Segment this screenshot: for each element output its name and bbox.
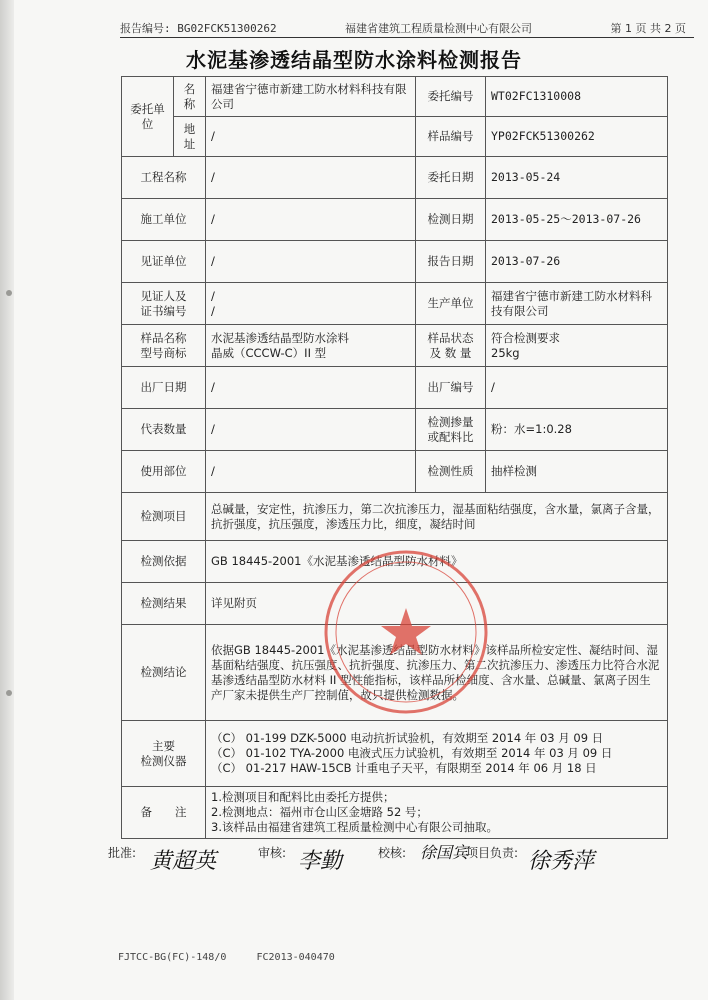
check-label: 校核: (378, 846, 407, 860)
sample-name-line1: 水泥基渗透结晶型防水涂料 (211, 330, 349, 345)
remark-item: 2.检测地点：福州市仓山区金塘路 52 号； (211, 805, 428, 819)
header-organization: 福建省建筑工程质量检测中心有限公司 (345, 22, 532, 35)
remark-item: 1.检测项目和配料比由委托方提供； (211, 790, 395, 804)
witness-value: / (206, 241, 416, 283)
use-label: 使用部位 (122, 451, 206, 493)
page-indicator: 第 1 页 共 2 页 (610, 22, 686, 35)
witness-person-line1: / (211, 288, 215, 303)
factory-no-value: / (486, 367, 668, 409)
instrument-label-line1: 主要 (152, 738, 175, 753)
basis-label: 检测依据 (122, 541, 206, 583)
items-label: 检测项目 (122, 493, 206, 541)
witness-person-label (122, 283, 206, 325)
instrument-item: （C） 01-217 HAW-15CB 计重电子天平，有限期至 2014 年 06 月 18 日 (211, 761, 597, 775)
binding-hole (6, 690, 12, 696)
sample-state-line1: 符合检测要求 (491, 330, 560, 345)
basis-value: GB 18445-2001《水泥基渗透结晶型防水材料》 (206, 541, 668, 583)
sample-no-label: 样品编号 (416, 117, 486, 157)
factory-date-value: / (206, 367, 416, 409)
use-value: / (206, 451, 416, 493)
sample-state-value (486, 325, 668, 367)
page-footer (118, 952, 335, 963)
review-label: 审核: (258, 846, 287, 860)
header-rule (120, 37, 694, 38)
producer-label: 生产单位 (416, 283, 486, 325)
items-value: 总碱量，安定性，抗渗压力，第二次抗渗压力，湿基面粘结强度，含水量，氯离子含量，抗折强度，抗压强度，渗透压力比，细度，凝结时间 (206, 493, 668, 541)
construction-value: / (206, 199, 416, 241)
report-number: 报告编号: BG02FCK51300262 (120, 22, 277, 35)
entrust-date: 2013-05-24 (486, 157, 668, 199)
official-seal-icon (322, 548, 490, 716)
instrument-label (122, 721, 206, 787)
test-date-label: 检测日期 (416, 199, 486, 241)
remark-item: 3.该样品由福建省建筑工程质量检测中心有限公司抽取。 (211, 820, 498, 834)
rep-qty-label: 代表数量 (122, 409, 206, 451)
report-date: 2013-07-26 (486, 241, 668, 283)
project-value: / (206, 157, 416, 199)
sample-quantity: 25kg (491, 345, 520, 360)
sample-model-line: 晶威（CCCW-C）II 型 (211, 345, 327, 360)
producer-value: 福建省宁德市新建工防水材料科技有限公司 (486, 283, 668, 325)
lead-signature: 徐秀萍 (528, 849, 595, 874)
approve-signature: 黄超英 (150, 849, 217, 874)
document-code: FC2013-040470 (256, 952, 335, 963)
conclusion-value: 依据GB 18445-2001《水泥基渗透结晶型防水材料》该样品所检安定性、凝结时间、湿基面粘结强度、抗压强度、抗折强度、抗渗压力、第二次抗渗压力、渗透压力比符合水泥基渗透结晶型防水材料 II 型性能指标，该样品所检细度、含水量、总碱量、氯离子因生产厂家未提供生产厂控制值，故只提供检测数据。 (206, 625, 668, 721)
nature-label: 检测性质 (416, 451, 486, 493)
binding-hole (6, 290, 12, 296)
instrument-item: （C） 01-199 DZK-5000 电动抗折试验机，有效期至 2014 年 03 月 09 日 (211, 731, 604, 745)
factory-date-label: 出厂日期 (122, 367, 206, 409)
instrument-item: （C） 01-102 TYA-2000 电液式压力试验机，有效期至 2014 年 03 月 09 日 (211, 746, 613, 760)
sample-state-label-line1: 样品状态 (427, 330, 474, 345)
witness-label: 见证单位 (122, 241, 206, 283)
test-date: 2013-05-25～2013-07-26 (486, 199, 668, 241)
witness-person-line2: / (211, 303, 215, 318)
sample-state-label (416, 325, 486, 367)
project-label: 工程名称 (122, 157, 206, 199)
client-name: 福建省宁德市新建工防水材料科技有限公司 (206, 77, 416, 117)
sample-no: YP02FCK51300262 (486, 117, 668, 157)
mix-label (416, 409, 486, 451)
review-signature: 李勤 (298, 849, 343, 874)
check-signature: 徐国宾 (420, 843, 469, 862)
lead-label: 项目负责: (466, 846, 519, 860)
entrust-no-label: 委托编号 (416, 77, 486, 117)
entrust-date-label: 委托日期 (416, 157, 486, 199)
sample-name-label (122, 325, 206, 367)
sample-name-label-line2: 型号商标 (140, 345, 187, 360)
rep-qty-value: / (206, 409, 416, 451)
conclusion-label: 检测结论 (122, 625, 206, 721)
address-value: / (206, 117, 416, 157)
sample-state-label-line2: 及 数 量 (429, 345, 472, 360)
mix-value: 粉：水=1:0.28 (486, 409, 668, 451)
signature-row (0, 830, 708, 880)
approve-label: 批准: (108, 846, 137, 860)
factory-no-label: 出厂编号 (416, 367, 486, 409)
report-table (121, 76, 668, 839)
mix-label-line2: 或配料比 (427, 429, 474, 444)
result-label: 检测结果 (122, 583, 206, 625)
page-title: 水泥基渗透结晶型防水涂料检测报告 (186, 48, 522, 72)
report-date-label: 报告日期 (416, 241, 486, 283)
mix-label-line1: 检测掺量 (427, 414, 474, 429)
entrust-no: WT02FC1310008 (486, 77, 668, 117)
sample-name-label-line1: 样品名称 (140, 330, 187, 345)
witness-person-value (206, 283, 416, 325)
name-label: 名称 (174, 77, 206, 117)
remarks-label: 备 注 (122, 787, 206, 839)
result-value: 详见附页 (206, 583, 668, 625)
page-header (120, 20, 694, 36)
client-label: 委托单位 (122, 77, 174, 157)
witness-person-label-line1: 见证人及 (140, 288, 187, 303)
nature-value: 抽样检测 (486, 451, 668, 493)
form-number: FJTCC-BG(FC)-148/0 (118, 952, 227, 963)
sample-name-value (206, 325, 416, 367)
address-label: 地址 (174, 117, 206, 157)
instrument-label-line2: 检测仪器 (140, 753, 187, 768)
witness-person-label-line2: 证书编号 (140, 303, 187, 318)
construction-label: 施工单位 (122, 199, 206, 241)
instrument-list (206, 721, 668, 787)
